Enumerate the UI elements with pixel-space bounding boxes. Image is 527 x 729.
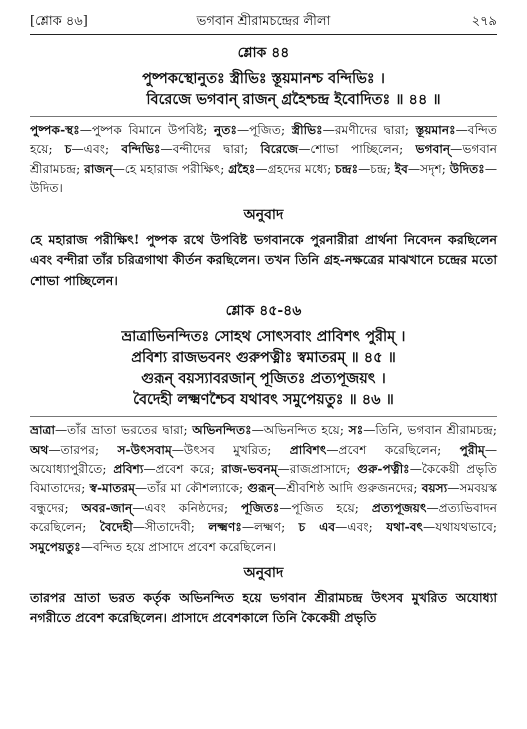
synonym-meaning: —শ্রীবশিষ্ঠ আদি গুরুজনদের <box>274 481 414 496</box>
synonym-word: সমুপেয়তুঃ <box>30 539 81 554</box>
verse-line: প্রবিশ্য রাজভবনং গুরুপত্নীঃ স্বমাতরম্ ॥ ৪৫ ॥ <box>131 349 396 367</box>
synonym-word: বন্দিভিঃ <box>121 142 161 157</box>
synonym-word: লক্ষ্মণঃ <box>208 520 242 535</box>
synonym-meaning: —যথাযথভাবে <box>423 520 493 535</box>
synonym-meaning: —প্রবেশ করে <box>143 461 211 476</box>
synonym-meaning: —রাজপ্রাসাদে <box>277 461 347 476</box>
synonym-word: প্রাবিশৎ <box>289 442 327 457</box>
synonym-meaning: —প্রত্যভিবাদন করেছিলেন <box>30 500 497 535</box>
synonym-word: পূজিতঃ <box>241 500 280 515</box>
synonym-word: পুরীম্ <box>459 442 485 457</box>
verse-line: পুষ্পকস্থোনুতঃ স্ত্রীভিঃ স্তূয়মানশ্চ বন্দিভিঃ । <box>142 70 385 87</box>
header-chapter-title: ভগবান শ্রীরামচন্দ্রের লীলা <box>196 14 331 29</box>
synonym-word: সঃ <box>348 423 364 438</box>
synonym-meaning: —চন্দ্র <box>358 161 387 176</box>
synonym-meaning: —সমবয়স্ক বন্ধুদের <box>30 481 498 515</box>
synonym-word: স্তূয়মানঃ <box>415 123 456 137</box>
verse-heading: শ্লোক ৪৪ <box>237 45 290 61</box>
verse-line: বৈদেহী লক্ষ্মণশ্চৈব যথাবৎ সমুপেয়তুঃ ॥ ৪৬ ॥ <box>133 391 394 409</box>
synonym-word: রাজ-ভবনম্ <box>221 461 278 476</box>
synonym-meaning: —তাঁর মা কৌশল্যাকে <box>134 481 239 496</box>
synonym-word: স্ব-মাতরম্ <box>89 481 135 496</box>
verse-line: ভ্রাত্রাভিনন্দিতঃ সোহথ সোৎসবাং প্রাবিশৎ পুরীম্ । <box>121 328 406 346</box>
divider <box>30 116 497 117</box>
divider <box>30 416 497 417</box>
synonym-meaning: —বন্দীদের দ্বারা <box>160 142 245 157</box>
synonym-word: গ্রহৈঃ <box>228 161 256 176</box>
synonym-meaning: —অভিনন্দিত হয়ে <box>251 423 340 438</box>
synonym-word: প্রবিশ্য <box>113 461 144 476</box>
verse-line: গুরূন্ বয়স্যাবরজান্ পূজিতঃ প্রত্যপূজয়ৎ । <box>141 370 386 388</box>
synonym-word: স-উৎসবাম্ <box>117 442 172 457</box>
verse-text <box>30 68 497 110</box>
synonym-word: প্রত্যপূজয়ৎ <box>371 500 427 515</box>
synonym-word: পুষ্পক-স্থঃ <box>30 123 80 137</box>
synonym-meaning: —গ্রহদের মধ্যে <box>255 161 328 176</box>
synonyms: পুষ্পক-স্থঃ—পুষ্পক বিমানে উপবিষ্ট; নুতঃ—পূজিত; স্ত্রীভিঃ—রমণীদের দ্বারা; স্তূয়মানঃ—বন্দিত হয়ে; চ—এবং; বন্দিভিঃ—বন্দীদের দ্বারা; বিরেজে—শোভা পাচ্ছিলেন; ভগবান্—ভগবান শ্রীরামচন্দ্র; রাজন্—হে মহারাজ পরীক্ষিৎ; গ্রহৈঃ—গ্রহদের মধ্যে; চন্দ্রঃ—চন্দ্র; ইব—সদৃশ; উদিতঃ—উদিত। <box>30 123 498 196</box>
synonym-meaning: —প্রবেশ করেছিলেন <box>326 442 438 457</box>
synonym-word: অভিনন্দিতঃ <box>192 423 252 438</box>
synonym-meaning: —তারপর <box>48 442 95 457</box>
synonym-word: অথ <box>30 442 49 457</box>
synonym-meaning: —শোভা পাচ্ছিলেন <box>298 142 400 157</box>
synonym-word: বৈদেহী <box>99 520 133 535</box>
synonyms: ভ্রাত্রা—তাঁর ভ্রাতা ভরতের দ্বারা; অভিনন্দিতঃ—অভিনন্দিত হয়ে; সঃ—তিনি, ভগবান শ্রীরামচন্দ্র; অথ—তারপর; স-উৎসবাম্—উৎসব মুখরিত; প্রাবিশৎ—প্রবেশ করেছিলেন; পুরীম্—অযোধ্যাপুরীতে; প্রবিশ্য—প্রবেশ করে; রাজ-ভবনম্—রাজপ্রাসাদে; গুরু-পত্নীঃ—কৈকেয়ী প্রভৃতি বিমাতাদের; স্ব-মাতরম্—তাঁর মা কৌশল্যাকে; গুরূন্—শ্রীবশিষ্ঠ আদি গুরুজনদের; বয়স্য—সমবয়স্ক বন্ধুদের; অবর-জান্—এবং কনিষ্ঠদের; পূজিতঃ—পূজিত হয়ে; প্রত্যপূজয়ৎ—প্রত্যভিবাদন করেছিলেন; বৈদেহী—সীতাদেবী; লক্ষ্মণঃ—লক্ষ্মণ; চ এব—এবং; যথা-বৎ—যথাযথভাবে; সমুপেয়তুঃ—বন্দিত হয়ে প্রাসাদে প্রবেশ করেছিলেন। <box>30 423 498 554</box>
synonym-meaning: —বন্দিত হয়ে <box>30 123 497 157</box>
synonym-word: ভ্রাত্রা <box>30 423 55 438</box>
synonym-meaning: —উদিত। <box>30 161 497 196</box>
synonym-word: গুরূন্ <box>247 481 275 496</box>
synonym-meaning: —কৈকেয়ী প্রভৃতি বিমাতাদের <box>30 461 498 496</box>
synonym-word: বিরেজে <box>260 142 299 157</box>
synonym-word: স্ত্রীভিঃ <box>291 123 323 137</box>
header-rule <box>30 34 497 35</box>
synonym-word: নুতঃ <box>214 123 237 137</box>
page-number: ২৭৯ <box>471 14 497 29</box>
synonym-meaning: —এবং <box>71 142 105 157</box>
synonym-meaning: —অযোধ্যাপুরীতে <box>30 442 498 476</box>
synonym-word: উদিতঃ <box>449 161 485 176</box>
synonym-meaning: —বন্দিত হয়ে প্রাসাদে প্রবেশ করেছিলেন। <box>80 539 277 554</box>
synonym-word: অবর-জান্ <box>81 500 133 515</box>
synonym-word: চন্দ্রঃ <box>335 161 359 176</box>
synonym-meaning: —লক্ষ্মণ <box>241 520 282 535</box>
synonym-word: চ <box>64 142 72 157</box>
translation-heading: অনুবাদ <box>243 206 284 223</box>
synonym-meaning: —হে মহারাজ পরীক্ষিৎ <box>112 161 221 176</box>
synonym-word: ইব <box>394 161 408 176</box>
synonym-word: ভগবান্ <box>415 142 451 157</box>
synonym-meaning: —উৎসব মুখরিত <box>171 442 268 457</box>
synonym-word: রাজন্ <box>84 161 113 176</box>
translation-heading: অনুবাদ <box>243 564 284 581</box>
verse-heading: শ্লোক ৪৫-৪৬ <box>225 303 302 320</box>
synonym-meaning: —পূজিত হয়ে <box>279 500 355 515</box>
synonym-meaning: —এবং <box>335 520 369 535</box>
synonym-meaning: —সীতাদেবী <box>132 520 191 535</box>
synonym-meaning: —সদৃশ <box>407 161 442 176</box>
synonym-meaning: —ভগবান শ্রীরামচন্দ্র <box>30 142 498 176</box>
synonym-word: বয়স্য <box>421 481 448 496</box>
synonym-meaning: —পূজিত <box>236 123 281 137</box>
translation-text: তারপর ভ্রাতা ভরত কর্তৃক অভিনন্দিত হয়ে ভগবান শ্রীরামচন্দ্র উৎসব মুখরিত অযোধ্যা নগরীতে প্রবেশ করেছিলেন। প্রাসাদে প্রবেশকালে তিনি কৈকেয়ী প্রভৃতি <box>30 589 497 626</box>
header-verse-ref: [শ্লোক ৪৬] <box>30 14 88 29</box>
synonym-meaning: —তাঁর ভ্রাতা ভরতের দ্বারা <box>54 423 184 438</box>
synonym-meaning: —রমণীদের দ্বারা <box>322 123 405 137</box>
synonym-meaning: —পুষ্পক বিমানে উপবিষ্ট <box>79 123 204 137</box>
verse-line: বিরেজে ভগবান্ রাজন্ গ্রহৈশ্চন্দ্র ইবোদিতঃ ॥ ৪৪ ॥ <box>146 91 441 108</box>
running-header <box>30 12 497 32</box>
synonym-word: গুরু-পত্নীঃ <box>357 461 410 476</box>
synonym-meaning: —এবং কনিষ্ঠদের <box>132 500 224 515</box>
translation-text: হে মহারাজ পরীক্ষিৎ! পুষ্পক রথে উপবিষ্ট ভগবানকে পুরনারীরা প্রার্থনা নিবেদন করছিলেন এবং বন্দীরা তাঁর চরিত্রগাথা কীর্তন করছিলেন। তখন তিনি গ্রহ-নক্ষত্রের মাঝখানে চন্দ্রের মতো শোভা পাচ্ছিলেন। <box>30 231 497 288</box>
synonym-word: যথা-বৎ <box>386 520 424 535</box>
verse-text <box>30 326 497 410</box>
synonym-word: চ এব <box>298 520 336 535</box>
synonym-meaning: —তিনি, ভগবান শ্রীরামচন্দ্র <box>363 423 493 438</box>
